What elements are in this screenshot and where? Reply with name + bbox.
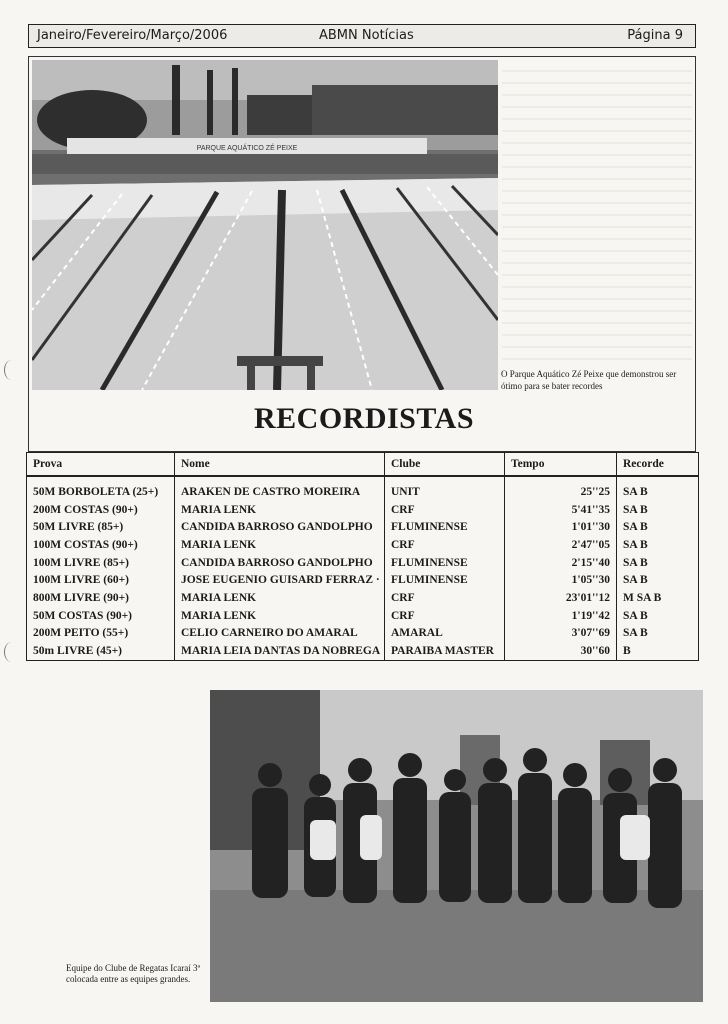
cell-clube: FLUMINENSE <box>385 571 505 589</box>
faded-background-text <box>502 60 692 360</box>
publication-title: ABMN Notícias <box>319 28 414 43</box>
pool-photo-caption: O Parque Aquático Zé Peixe que demonstrou ser ótimo para se bater recordes <box>501 369 677 391</box>
pool-sign-text: PARQUE AQUÁTICO ZÉ PEIXE <box>196 145 298 152</box>
cell-nome: CELIO CARNEIRO DO AMARAL <box>175 625 385 643</box>
cell-prova: 100M LIVRE (60+) <box>27 571 175 589</box>
cell-recorde: SA B <box>617 607 699 625</box>
cell-prova: 200M COSTAS (90+) <box>27 501 175 519</box>
cell-clube: FLUMINENSE <box>385 554 505 572</box>
cell-tempo: 1'19''42 <box>505 607 617 625</box>
table-row <box>27 589 699 607</box>
cell-clube: PARAIBA MASTER <box>385 642 505 660</box>
cell-recorde: SA B <box>617 625 699 643</box>
cell-prova: 800M LIVRE (90+) <box>27 589 175 607</box>
cell-nome: MARIA LENK <box>175 589 385 607</box>
cell-clube: CRF <box>385 589 505 607</box>
cell-clube: CRF <box>385 501 505 519</box>
punch-hole-mark <box>4 642 19 662</box>
table-row <box>27 554 699 572</box>
cell-nome: ARAKEN DE CASTRO MOREIRA <box>175 476 385 501</box>
cell-tempo: 30''60 <box>505 642 617 660</box>
cell-prova: 50M BORBOLETA (25+) <box>27 476 175 501</box>
cell-prova: 200M PEITO (55+) <box>27 625 175 643</box>
team-photo <box>210 690 703 1002</box>
cell-recorde: SA B <box>617 554 699 572</box>
cell-clube: CRF <box>385 536 505 554</box>
cell-nome: MARIA LENK <box>175 501 385 519</box>
cell-tempo: 2'47''05 <box>505 536 617 554</box>
cell-nome: CANDIDA BARROSO GANDOLPHO <box>175 554 385 572</box>
punch-hole-mark <box>4 360 19 380</box>
cell-tempo: 23'01''12 <box>505 589 617 607</box>
cell-tempo: 1'01''30 <box>505 518 617 536</box>
cell-tempo: 1'05''30 <box>505 571 617 589</box>
cell-nome: JOSE EUGENIO GUISARD FERRAZ · <box>175 571 385 589</box>
cell-prova: 50M COSTAS (90+) <box>27 607 175 625</box>
cell-prova: 100M LIVRE (85+) <box>27 554 175 572</box>
cell-tempo: 2'15''40 <box>505 554 617 572</box>
cell-prova: 100M COSTAS (90+) <box>27 536 175 554</box>
table-row <box>27 607 699 625</box>
issue-date: Janeiro/Fevereiro/Março/2006 <box>37 28 228 43</box>
cell-clube: AMARAL <box>385 625 505 643</box>
table-row <box>27 476 699 501</box>
cell-nome: MARIA LEIA DANTAS DA NOBREGA <box>175 642 385 660</box>
cell-recorde: SA B <box>617 501 699 519</box>
cell-recorde: B <box>617 642 699 660</box>
cell-clube: UNIT <box>385 476 505 501</box>
table-row <box>27 501 699 519</box>
cell-recorde: SA B <box>617 518 699 536</box>
page-number: Página 9 <box>627 28 683 43</box>
header-nome: Nome <box>175 453 385 477</box>
table-row <box>27 518 699 536</box>
cell-nome: MARIA LENK <box>175 536 385 554</box>
table-row <box>27 625 699 643</box>
header-recorde: Recorde <box>617 453 699 477</box>
cell-recorde: SA B <box>617 476 699 501</box>
table-row <box>27 642 699 660</box>
cell-tempo: 3'07''69 <box>505 625 617 643</box>
cell-prova: 50m LIVRE (45+) <box>27 642 175 660</box>
cell-nome: CANDIDA BARROSO GANDOLPHO <box>175 518 385 536</box>
cell-recorde: SA B <box>617 571 699 589</box>
cell-prova: 50M LIVRE (85+) <box>27 518 175 536</box>
cell-tempo: 25''25 <box>505 476 617 501</box>
table-row <box>27 536 699 554</box>
table-row <box>27 571 699 589</box>
pool-photo <box>32 60 498 390</box>
cell-clube: CRF <box>385 607 505 625</box>
cell-tempo: 5'41''35 <box>505 501 617 519</box>
cell-recorde: SA B <box>617 536 699 554</box>
cell-clube: FLUMINENSE <box>385 518 505 536</box>
section-title: RECORDISTAS <box>254 402 474 435</box>
header-clube: Clube <box>385 453 505 477</box>
table-header-row <box>27 453 699 477</box>
page-header <box>28 24 696 48</box>
records-table <box>26 452 699 661</box>
header-prova: Prova <box>27 453 175 477</box>
cell-recorde: M SA B <box>617 589 699 607</box>
header-tempo: Tempo <box>505 453 617 477</box>
cell-nome: MARIA LENK <box>175 607 385 625</box>
team-photo-caption: Equipe do Clube de Regatas Icaraí 3ª colocada entre as equipes grandes. <box>66 963 200 984</box>
